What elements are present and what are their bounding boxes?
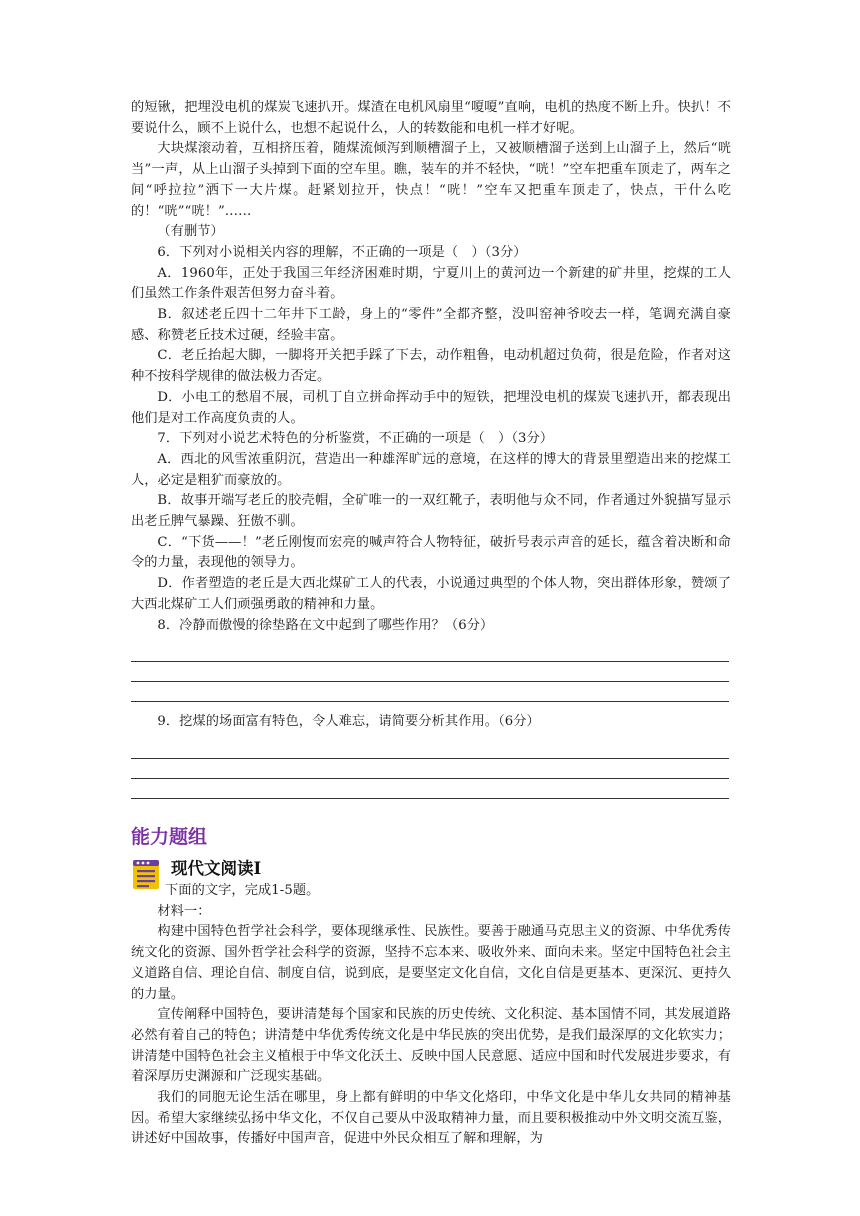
instruction-line: 下面的文字，完成1-5题。 bbox=[165, 882, 320, 898]
question-6-option-d: D．小电工的愁眉不展，司机丁自立拼命挥动手中的短铁，把埋没电机的煤炭飞速扒开，都表现出他们是对工作高度负责的人。 bbox=[131, 389, 731, 426]
source-note: （有删节） bbox=[157, 224, 224, 240]
question-8-stem: 8．冷静而傲慢的徐垫路在文中起到了哪些作用？（6分） bbox=[157, 617, 494, 633]
question-6-stem: 6．下列对小说相关内容的理解，不正确的一项是（ ）（3分） bbox=[157, 244, 527, 260]
sub-heading: 现代文阅读Ⅰ bbox=[171, 858, 262, 878]
question-9-stem: 9．挖煤的场面富有特色，令人难忘，请简要分析其作用。（6分） bbox=[157, 714, 540, 730]
question-7-option-a: A．西北的风雪浓重阴沉，营造出一种雄浑旷远的意境，在这样的博大的背景里塑造出来的挖煤工人，必定是粗犷而豪放的。 bbox=[131, 451, 731, 488]
question-7-option-c: C．“下货——！”老丘刚愎而宏亮的喊声符合人物特征，破折号表示声音的延长，蕴含着决断和命令的力量，表现他的领导力。 bbox=[131, 534, 731, 571]
material-paragraph: 宣传阐释中国特色，要讲清楚每个国家和民族的历史传统、文化积淀、基本国情不同，其发展道路必然有着自己的特色；讲清楚中华优秀传统文化是中华民族的突出优势，是我们最深厚的文化软实力；讲清楚中国特色社会主义植根于中华文化沃土、反映中国人民意愿、适应中国和时代发展进步要求，有着深厚历史渊源和广泛现实基础。 bbox=[131, 1007, 731, 1085]
question-9-answer-area[interactable] bbox=[131, 739, 731, 799]
question-6-option-b: B．叙述老丘四十二年井下工龄，身上的“零件”全都齐整，没叫窑神爷咬去一样，笔调充满自豪感、称赞老丘技术过硬，经验丰富。 bbox=[131, 307, 731, 343]
question-8-answer-area[interactable] bbox=[131, 642, 731, 702]
question-7-option-d: D．作者塑造的老丘是大西北煤矿工人的代表，小说通过典型的个体人物，突出群体形象，赞颂了大西北煤矿工人们顽强勇敢的精神和力量。 bbox=[131, 576, 731, 612]
answer-line[interactable] bbox=[131, 662, 729, 682]
material-paragraph: 我们的同胞无论生活在哪里，身上都有鲜明的中华文化烙印，中华文化是中华儿女共同的精神基因。希望大家继续弘扬中华文化，不仅自己要从中汲取精神力量，而且要积极推动中外文明交流互鉴，讲述好中国故事，传播好中国声音，促进中外民众相互了解和理解，为 bbox=[131, 1090, 731, 1147]
question-6-option-c: C．老丘抬起大脚，一脚将开关把手踩了下去，动作粗鲁，电动机超过负荷，很是危险，作者对这种不按科学规律的做法极力否定。 bbox=[131, 348, 731, 385]
answer-line[interactable] bbox=[131, 779, 729, 799]
answer-line[interactable] bbox=[131, 759, 729, 779]
material-paragraph: 构建中国特色哲学社会科学，要体现继承性、民族性。要善于融通马克思主义的资源、中华优秀传统文化的资源、国外哲学社会科学的资源，坚持不忘本来、吸收外来、面向未来。坚定中国特色社会主义道路自信、理论自信、制度自信，说到底，是要坚定文化自信，文化自信是更基本、更深沉、更持久的力量。 bbox=[131, 924, 731, 1002]
question-7-option-b: B．故事开端写老丘的胶壳帽，全矿唯一的一双红靴子，表明他与众不同，作者通过外貌描写显示出老丘脾气暴躁、狂傲不驯。 bbox=[131, 493, 731, 530]
material-label: 材料一： bbox=[157, 903, 211, 919]
book-list-icon bbox=[131, 857, 163, 891]
passage-paragraph: 的短锹，把埋没电机的煤炭飞速扒开。煤渣在电机风扇里“嗄嗄”直响，电机的热度不断上升。快扒！不要说什么，顾不上说什么，也想不起说什么，人的转数能和电机一样才好呢。 bbox=[131, 100, 731, 136]
section-heading: 能力题组 bbox=[131, 825, 208, 848]
answer-line[interactable] bbox=[131, 682, 729, 702]
answer-line[interactable] bbox=[131, 739, 729, 759]
sub-heading-row bbox=[131, 853, 731, 881]
document-page bbox=[131, 98, 731, 1150]
question-6-option-a: A．1960年，正处于我国三年经济困难时期，宁夏川上的黄河边一个新建的矿井里，挖煤的工人们虽然工作条件艰苦但努力奋斗着。 bbox=[131, 265, 731, 302]
answer-line[interactable] bbox=[131, 642, 729, 662]
passage-paragraph: 大块煤滚动着，互相挤压着，随煤流倾泻到顺槽溜子上，又被顺槽溜子送到上山溜子上，然后“咣当”一声，从上山溜子头掉到下面的空车里。瞧，装车的并不轻快，“咣！”空车把重车顶走了，两车之间“呼拉拉”洒下一大片煤。赶紧划拉开，快点！“咣！”空车又把重车顶走了，快点，干什么吃的！“咣”“咣！”…… bbox=[131, 141, 731, 219]
question-7-stem: 7．下列对小说艺术特色的分析鉴赏，不正确的一项是（ ）（3分） bbox=[157, 431, 554, 447]
